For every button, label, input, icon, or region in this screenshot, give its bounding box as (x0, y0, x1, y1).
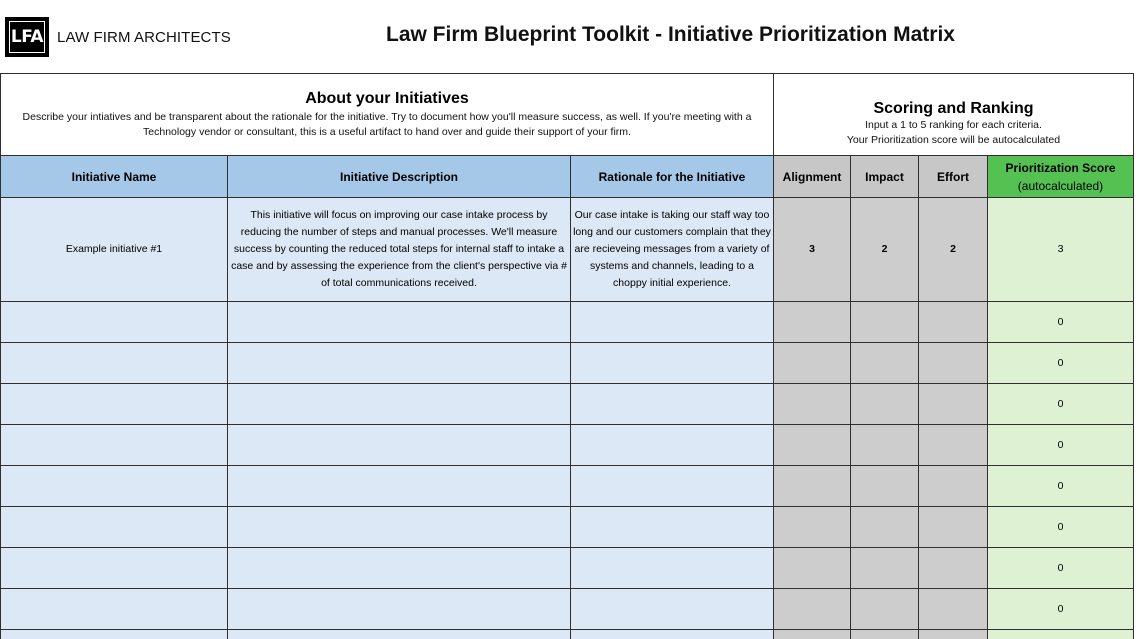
rationale-cell[interactable] (571, 343, 774, 384)
effort-score-cell[interactable] (919, 507, 988, 548)
initiative-description-cell[interactable] (228, 343, 571, 384)
initiative-description-cell[interactable] (228, 425, 571, 466)
initiative-name-cell[interactable] (0, 343, 228, 384)
impact-score-cell[interactable] (851, 507, 919, 548)
impact-score-cell[interactable] (851, 384, 919, 425)
alignment-score-cell[interactable] (774, 302, 851, 343)
impact-score-cell[interactable] (851, 589, 919, 630)
prioritization-score-cell[interactable]: 0 (988, 589, 1134, 630)
alignment-score-cell[interactable] (774, 425, 851, 466)
effort-score-cell[interactable] (919, 589, 988, 630)
effort-score-cell[interactable] (919, 384, 988, 425)
alignment-score-cell[interactable] (774, 466, 851, 507)
title-bar (0, 0, 1140, 73)
column-header-alignment[interactable]: Alignment (774, 156, 851, 198)
initiative-name-cell[interactable] (0, 466, 228, 507)
alignment-score-cell[interactable] (774, 548, 851, 589)
prioritization-score-cell[interactable]: 0 (988, 343, 1134, 384)
initiative-name-cell[interactable]: Example initiative #1 (0, 198, 228, 302)
prioritization-score-cell[interactable]: 0 (988, 507, 1134, 548)
scoring-title: Scoring and Ranking (873, 100, 1034, 117)
prioritization-score-label: Prioritization Score (1005, 160, 1116, 175)
impact-score-cell[interactable] (851, 466, 919, 507)
alignment-score-cell[interactable] (774, 589, 851, 630)
page-title: Law Firm Blueprint Toolkit - Initiative Prioritization Matrix (386, 23, 955, 46)
alignment-score-cell[interactable] (774, 384, 851, 425)
initiative-description-cell[interactable] (228, 466, 571, 507)
column-header-effort[interactable]: Effort (919, 156, 988, 198)
rationale-cell[interactable]: Our case intake is taking our staff way too long and our customers complain that they are recieveing messages from a variety of systems and channels, leading to a choppy initial experience. (571, 198, 774, 302)
rationale-cell[interactable] (571, 384, 774, 425)
impact-score-cell[interactable] (851, 630, 919, 639)
prioritization-score-cell[interactable]: 0 (988, 384, 1134, 425)
initiative-description-cell[interactable] (228, 548, 571, 589)
prioritization-score-cell[interactable]: 0 (988, 302, 1134, 343)
rationale-cell[interactable] (571, 589, 774, 630)
initiative-description-cell[interactable] (228, 630, 571, 639)
column-header-rationale[interactable]: Rationale for the Initiative (571, 156, 774, 198)
initiative-name-cell[interactable] (0, 630, 228, 639)
prioritization-matrix (0, 73, 1140, 639)
initiative-description-cell[interactable]: This initiative will focus on improving our case intake process by reducing the number of steps and manual processes. We'll measure success by counting the reduced total steps for internal staff to intake a case and by assessing the experience from the client's perspective via # of total communications received. (228, 198, 571, 302)
initiative-description-cell[interactable] (228, 507, 571, 548)
prioritization-score-sublabel: (autocalculated) (1017, 178, 1104, 193)
about-initiatives-section (0, 73, 774, 156)
about-description: Describe your intiatives and be transparent about the rationale for the initiative. Try to document how you'll measure success, as well. If you're meeting with a Technology vendor or consultant, this is a useful artifact to hand over and guide their support of your firm. (22, 111, 752, 138)
impact-score-cell[interactable] (851, 343, 919, 384)
prioritization-score-cell[interactable] (988, 630, 1134, 639)
column-header-prioritization-score[interactable] (988, 156, 1134, 198)
prioritization-score-cell[interactable]: 3 (988, 198, 1134, 302)
initiative-name-cell[interactable] (0, 507, 228, 548)
initiative-name-cell[interactable] (0, 548, 228, 589)
effort-score-cell[interactable] (919, 302, 988, 343)
scoring-instructions: Input a 1 to 5 ranking for each criteria. (865, 119, 1042, 131)
rationale-cell[interactable] (571, 425, 774, 466)
initiative-name-cell[interactable] (0, 384, 228, 425)
column-header-impact[interactable]: Impact (851, 156, 919, 198)
column-header-initiative-name[interactable]: Initiative Name (0, 156, 228, 198)
rationale-cell[interactable] (571, 630, 774, 639)
initiative-description-cell[interactable] (228, 302, 571, 343)
impact-score-cell[interactable] (851, 302, 919, 343)
alignment-score-cell[interactable] (774, 343, 851, 384)
scoring-ranking-section (774, 73, 1134, 156)
prioritization-score-cell[interactable]: 0 (988, 425, 1134, 466)
effort-score-cell[interactable] (919, 343, 988, 384)
logo-text: LAW FIRM ARCHITECTS (57, 29, 231, 46)
column-header-initiative-description[interactable]: Initiative Description (228, 156, 571, 198)
alignment-score-cell[interactable] (774, 630, 851, 639)
initiative-name-cell[interactable] (0, 425, 228, 466)
impact-score-cell[interactable] (851, 548, 919, 589)
initiative-description-cell[interactable] (228, 589, 571, 630)
effort-score-cell[interactable] (919, 425, 988, 466)
prioritization-score-cell[interactable]: 0 (988, 548, 1134, 589)
effort-score-cell[interactable] (919, 548, 988, 589)
initiative-name-cell[interactable] (0, 589, 228, 630)
initiative-name-cell[interactable] (0, 302, 228, 343)
prioritization-score-cell[interactable]: 0 (988, 466, 1134, 507)
rationale-cell[interactable] (571, 302, 774, 343)
alignment-score-cell[interactable]: 3 (774, 198, 851, 302)
rationale-cell[interactable] (571, 507, 774, 548)
initiative-description-cell[interactable] (228, 384, 571, 425)
logo-mark-text: LFA (10, 27, 44, 47)
effort-score-cell[interactable]: 2 (919, 198, 988, 302)
impact-score-cell[interactable]: 2 (851, 198, 919, 302)
about-title: About your Initiatives (305, 90, 469, 107)
rationale-cell[interactable] (571, 548, 774, 589)
rationale-cell[interactable] (571, 466, 774, 507)
effort-score-cell[interactable] (919, 466, 988, 507)
logo-mark (5, 17, 49, 57)
impact-score-cell[interactable] (851, 425, 919, 466)
effort-score-cell[interactable] (919, 630, 988, 639)
scoring-note: Your Prioritization score will be autocalculated (846, 134, 1061, 146)
alignment-score-cell[interactable] (774, 507, 851, 548)
